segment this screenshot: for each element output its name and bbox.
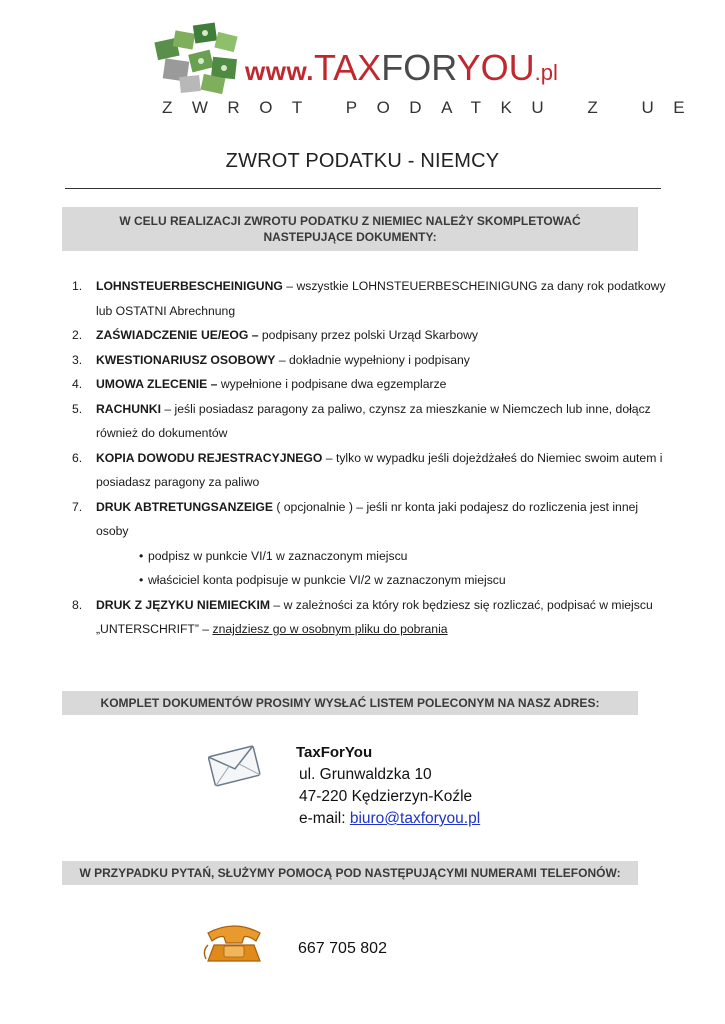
item-number: 1. [72, 279, 83, 293]
item-name: DRUK ABTRETUNGSANZEIGE [96, 499, 273, 514]
download-note: znajdziesz go w osobnym pliku do pobrania [212, 622, 448, 636]
list-item [72, 593, 672, 642]
item-number: 6. [72, 450, 83, 465]
email-label: e-mail: [299, 810, 350, 827]
item-name: UMOWA ZLECENIE – [96, 377, 218, 391]
phone-banner: W PRZYPADKU PYTAŃ, SŁUŻYMY POMOCĄ POD NASTĘPUJĄCYMI NUMERAMI TELEFONÓW: [62, 861, 638, 885]
email-link[interactable]: biuro@taxforyou.pl [349, 810, 481, 827]
sub-item-text: podpisz w punkcie VI/1 w zaznaczonym miejscu [148, 548, 408, 563]
logo-wordmark [245, 47, 558, 88]
logo-tagline: ZWROT PODATKU Z UE [162, 98, 705, 117]
logo-pl: .pl [534, 60, 558, 85]
company-name: TaxForYou [296, 744, 373, 761]
email-line [296, 808, 480, 830]
street: ul. Grunwaldzka 10 [299, 766, 432, 783]
bullet-icon: • [139, 548, 144, 563]
list-item [72, 348, 672, 373]
logo-for: FOR [381, 47, 457, 88]
page-title: ZWROT PODATKU - NIEMCY [225, 150, 500, 172]
envelope-icon [205, 741, 263, 789]
item-desc: – jeśli posiadasz paragony za paliwo, czynsz za mieszkanie w Niemczech lub inne, dołącz również do dokumentów [96, 401, 651, 440]
item-name: LOHNSTEUERBESCHEINIGUNG [96, 279, 283, 293]
city: 47-220 Kędzierzyn-Koźle [299, 788, 473, 805]
item-desc: podpisany przez polski Urząd Skarbowy [258, 328, 478, 342]
item-name: ZAŚWIADCZENIE UE/EOG – [96, 328, 259, 342]
title-divider [65, 188, 661, 189]
item-desc: – wszystkie LOHNSTEUERBESCHEINIGUNG za dany rok podatkowy lub OSTATNI Abrechnung [96, 279, 666, 318]
list-item [72, 397, 672, 446]
item-number: 3. [72, 352, 83, 367]
logo-tax: TAX [313, 47, 382, 88]
documents-list [72, 274, 672, 642]
telephone-icon [202, 915, 266, 965]
postal-address [296, 742, 480, 830]
item-number: 2. [72, 328, 83, 342]
item-number: 4. [72, 377, 83, 391]
sub-item-text: właściciel konta podpisuje w punkcie VI/2 w zaznaczonym miejscu [148, 573, 506, 587]
item-desc: – tylko w wypadku jeśli dojeżdżałeś do Niemiec swoim autem i posiadasz paragony za paliwo [96, 450, 663, 489]
sub-list-item [96, 568, 672, 593]
list-item [72, 446, 672, 495]
logo-you: YOU [456, 47, 535, 88]
list-item [72, 323, 672, 348]
phone-number[interactable]: 667 705 802 [298, 940, 387, 957]
list-item [72, 495, 672, 593]
item-name: KOPIA DOWODU REJESTRACYJNEGO [96, 450, 323, 465]
item-name: RACHUNKI [96, 401, 161, 416]
sub-list-item [96, 544, 672, 569]
sub-list [96, 544, 672, 593]
item-number: 7. [72, 499, 83, 514]
list-item [72, 274, 672, 323]
item-desc: – dokładnie wypełniony i podpisany [275, 352, 470, 367]
mail-banner: KOMPLET DOKUMENTÓW PROSIMY WYSŁAĆ LISTEM POLECONYM NA NASZ ADRES: [62, 691, 638, 715]
item-name: KWESTIONARIUSZ OSOBOWY [96, 352, 276, 367]
item-desc: – w zależności za który rok będziesz się rozliczać, podpisać w miejscu „UNTERSCHRIFT” – [96, 597, 653, 636]
item-desc: wypełnione i podpisane dwa egzemplarze [217, 377, 447, 391]
item-name: DRUK Z JĘZYKU NIEMIECKIM [96, 597, 271, 612]
item-desc: ( opcjonalnie ) – jeśli nr konta jaki podajesz do rozliczenia jest innej osoby [96, 499, 639, 538]
item-number: 5. [72, 401, 83, 416]
item-number: 8. [72, 597, 83, 612]
bullet-icon: • [139, 573, 144, 587]
list-item [72, 372, 672, 397]
logo [150, 22, 705, 120]
logo-www: www. [245, 56, 314, 86]
intro-banner: W CELU REALIZACJI ZWROTU PODATKU Z NIEMIEC NALEŻY SKOMPLETOWAĆ NASTEPUJĄCE DOKUMENTY: [62, 207, 638, 251]
banknote-cubes-icon [150, 22, 250, 97]
